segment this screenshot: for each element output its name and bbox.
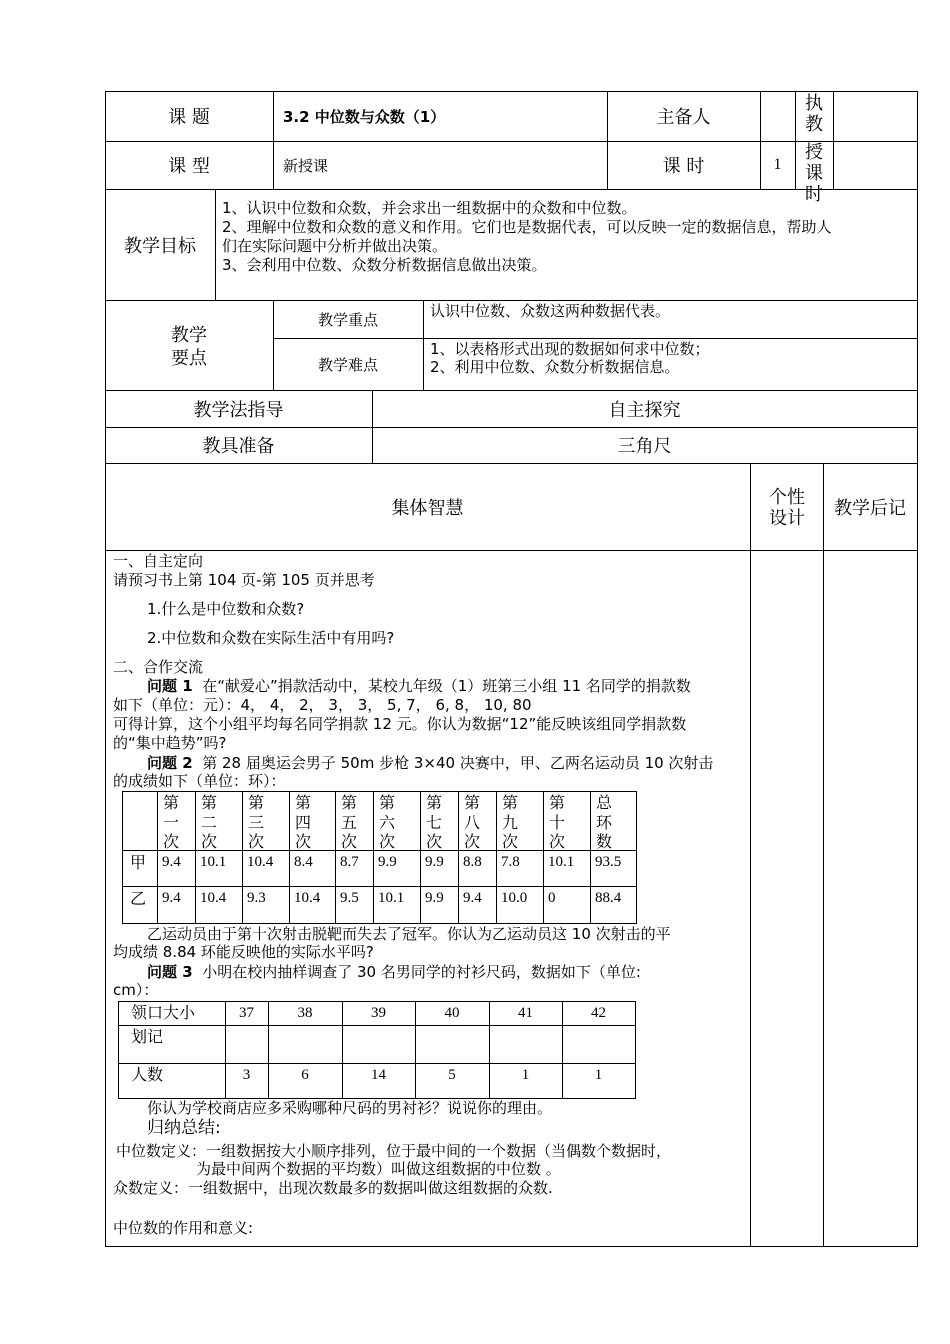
score-cell: 10.1 <box>200 854 227 870</box>
problem-label: 问题 3 <box>147 963 193 981</box>
score-cell: 8.7 <box>340 854 359 870</box>
count-cell: 1 <box>594 1067 603 1083</box>
column-header: 总环数 <box>596 793 613 851</box>
difficulty-label: 教学难点 <box>317 355 378 374</box>
column-header: 第一次 <box>163 793 180 851</box>
border <box>105 1246 918 1247</box>
collective-wisdom-header: 集体智慧 <box>391 497 464 519</box>
table-border <box>289 791 290 924</box>
table-border <box>157 791 158 924</box>
score-cell: 8.4 <box>294 854 313 870</box>
paragraph: 乙运动员由于第十次射击脱靶而失去了冠军。你认为乙运动员这 10 次射击的平 <box>147 925 671 943</box>
score-cell: 0 <box>548 890 556 906</box>
median-definition: 为最中间两个数据的平均数）叫做这组数据的中位数 。 <box>196 1160 561 1178</box>
score-cell: 10.4 <box>294 890 321 906</box>
score-cell: 9.4 <box>162 890 181 906</box>
score-cell: 10.1 <box>548 854 575 870</box>
size-cell: 42 <box>591 1005 606 1021</box>
paragraph: 你认为学校商店应多采购哪种尺码的男衬衫？说说你的理由。 <box>147 1099 553 1117</box>
score-cell: 9.9 <box>425 854 444 870</box>
border <box>215 189 216 300</box>
table-border <box>543 791 544 924</box>
column-header: 第三次 <box>248 793 265 851</box>
method-label: 教学法指导 <box>193 399 284 421</box>
row-label: 领口大小 <box>131 1003 196 1022</box>
difficulty-item: 2、利用中位数、众数分析数据信息。 <box>430 358 680 376</box>
column-header: 第九次 <box>502 793 519 851</box>
score-cell: 9.9 <box>378 854 397 870</box>
border <box>917 91 918 1247</box>
border <box>273 91 274 189</box>
table-border <box>458 791 459 924</box>
border <box>105 550 918 551</box>
paragraph: 第 28 届奥运会男子 50m 步枪 3×40 决赛中，甲、乙两名运动员 10 次射击 <box>202 754 714 772</box>
table-border <box>420 791 421 924</box>
paragraph: 可得计算，这个小组平均每名同学捐款 12 元。你认为数据“12”能反映该组同学捐款数 <box>113 715 687 733</box>
difficulty-item: 1、以表格形式出现的数据如何求中位数； <box>430 340 710 358</box>
table-border <box>195 791 196 924</box>
count-cell: 6 <box>301 1067 309 1083</box>
tools-value: 三角尺 <box>617 436 672 457</box>
table-border <box>122 791 637 792</box>
type-value: 新授课 <box>283 156 329 175</box>
border <box>823 463 824 1246</box>
paragraph: 如下（单位：元）：4， 4， 2， 3， 3， 5, 7， 6, 8， 10, 80 <box>113 696 532 714</box>
focus-label: 教学重点 <box>317 310 378 329</box>
column-header: 第五次 <box>341 793 358 851</box>
row-label: 人数 <box>131 1065 164 1084</box>
type-label: 课 型 <box>168 156 210 177</box>
hours-value: 1 <box>773 156 782 173</box>
size-cell: 41 <box>518 1005 533 1021</box>
paragraph: 请预习书上第 104 页-第 105 页并思考 <box>113 571 375 589</box>
row-label: 甲 <box>130 853 147 872</box>
table-border <box>373 791 374 924</box>
table-border <box>636 791 637 924</box>
summary-heading: 归纳总结: <box>147 1118 221 1138</box>
paragraph: 在“献爱心”捐款活动中，某校九年级（1）班第三小组 11 名同学的捐款数 <box>202 677 691 695</box>
goal-item: 3、会利用中位数、众数分析数据信息做出决策。 <box>222 256 547 274</box>
median-role: 中位数的作用和意义: <box>113 1219 254 1237</box>
border <box>833 91 834 189</box>
goal-item: 2、理解中位数和众数的意义和作用。它们也是数据代表，可以反映一定的数据信息，帮助人 <box>222 218 832 236</box>
teacher-label: 执教 <box>805 93 823 135</box>
hours-label: 课 时 <box>662 156 705 177</box>
border <box>750 463 751 1246</box>
median-definition: 中位数定义：一组数据按大小顺序排列，位于最中间的一个数据（当偶数个数据时， <box>116 1142 672 1160</box>
column-header: 第八次 <box>464 793 481 851</box>
teaching-notes-header: 教学后记 <box>834 497 906 519</box>
score-cell: 10.4 <box>200 890 227 906</box>
paragraph: 的成绩如下（单位：环）： <box>113 772 286 790</box>
paragraph: 小明在校内抽样调查了 30 名男同学的衬衫尺码，数据如下（单位: <box>202 963 641 981</box>
column-header: 第六次 <box>379 793 396 851</box>
count-cell: 5 <box>448 1067 456 1083</box>
score-cell: 88.4 <box>595 890 622 906</box>
table-border <box>118 1001 119 1099</box>
tools-label: 教具准备 <box>202 436 275 457</box>
score-cell: 93.5 <box>595 854 622 870</box>
score-cell: 9.9 <box>425 890 444 906</box>
preparer-label: 主备人 <box>656 107 711 128</box>
key-points-label-2: 要点 <box>171 348 207 369</box>
column-header: 第四次 <box>295 793 312 851</box>
table-border <box>122 886 637 887</box>
score-cell: 9.5 <box>340 890 359 906</box>
border <box>423 300 424 390</box>
score-cell: 10.1 <box>378 890 405 906</box>
column-header: 第七次 <box>426 793 443 851</box>
count-cell: 14 <box>371 1067 386 1083</box>
paragraph: 的“集中趋势”吗? <box>113 734 227 752</box>
mode-definition: 众数定义：一组数据中，出现次数最多的数据叫做这组数据的众数. <box>113 1179 553 1197</box>
score-cell: 9.4 <box>162 854 181 870</box>
count-cell: 1 <box>521 1067 530 1083</box>
table-border <box>118 1001 636 1002</box>
score-cell: 10.0 <box>501 890 528 906</box>
size-cell: 39 <box>371 1005 386 1021</box>
table-border <box>635 1001 636 1099</box>
score-cell: 7.8 <box>501 854 520 870</box>
table-border <box>118 1025 636 1026</box>
table-border <box>122 923 637 924</box>
table-border <box>335 791 336 924</box>
row-label: 划记 <box>131 1027 164 1046</box>
border <box>795 91 796 189</box>
column-header: 第二次 <box>201 793 218 851</box>
question: 2.中位数和众数在实际生活中有用吗? <box>147 629 395 647</box>
score-cell: 9.3 <box>247 890 266 906</box>
border <box>105 300 918 301</box>
goal-item: 们在实际问题中分析并做出决策。 <box>222 237 448 255</box>
table-border <box>118 1063 636 1064</box>
count-cell: 3 <box>242 1067 251 1083</box>
method-value: 自主探究 <box>608 399 681 421</box>
column-header: 第十次 <box>549 793 566 851</box>
score-cell: 8.8 <box>463 854 482 870</box>
table-border <box>496 791 497 924</box>
key-points-label-1: 教学 <box>171 325 207 346</box>
topic-label: 课 题 <box>168 107 210 128</box>
lesson-time-label: 授课时 <box>805 142 823 205</box>
goals-label: 教学目标 <box>124 235 196 257</box>
size-cell: 38 <box>297 1005 313 1021</box>
table-border <box>122 791 123 924</box>
row-label: 乙 <box>130 889 147 908</box>
score-cell: 10.4 <box>247 854 274 870</box>
paragraph: 均成绩 8.84 环能反映他的实际水平吗? <box>113 943 374 961</box>
table-border <box>242 791 243 924</box>
focus-value: 认识中位数、众数这两种数据代表。 <box>430 302 671 320</box>
personal-design-header: 个性设计 <box>769 487 805 529</box>
section-heading: 二、合作交流 <box>113 658 204 676</box>
problem-label: 问题 2 <box>147 754 193 772</box>
problem-label: 问题 1 <box>147 677 193 695</box>
table-border <box>590 791 591 924</box>
topic-value: 3.2 中位数与众数（1） <box>283 107 446 126</box>
border <box>105 189 918 190</box>
paragraph: cm）： <box>113 981 159 999</box>
goal-item: 1、认识中位数和众数，并会求出一组数据中的众数和中位数。 <box>222 199 637 217</box>
size-cell: 40 <box>444 1005 460 1021</box>
size-cell: 37 <box>239 1005 254 1021</box>
score-cell: 9.4 <box>463 890 482 906</box>
section-heading: 一、自主定向 <box>113 552 204 570</box>
question: 1.什么是中位数和众数? <box>147 600 305 618</box>
